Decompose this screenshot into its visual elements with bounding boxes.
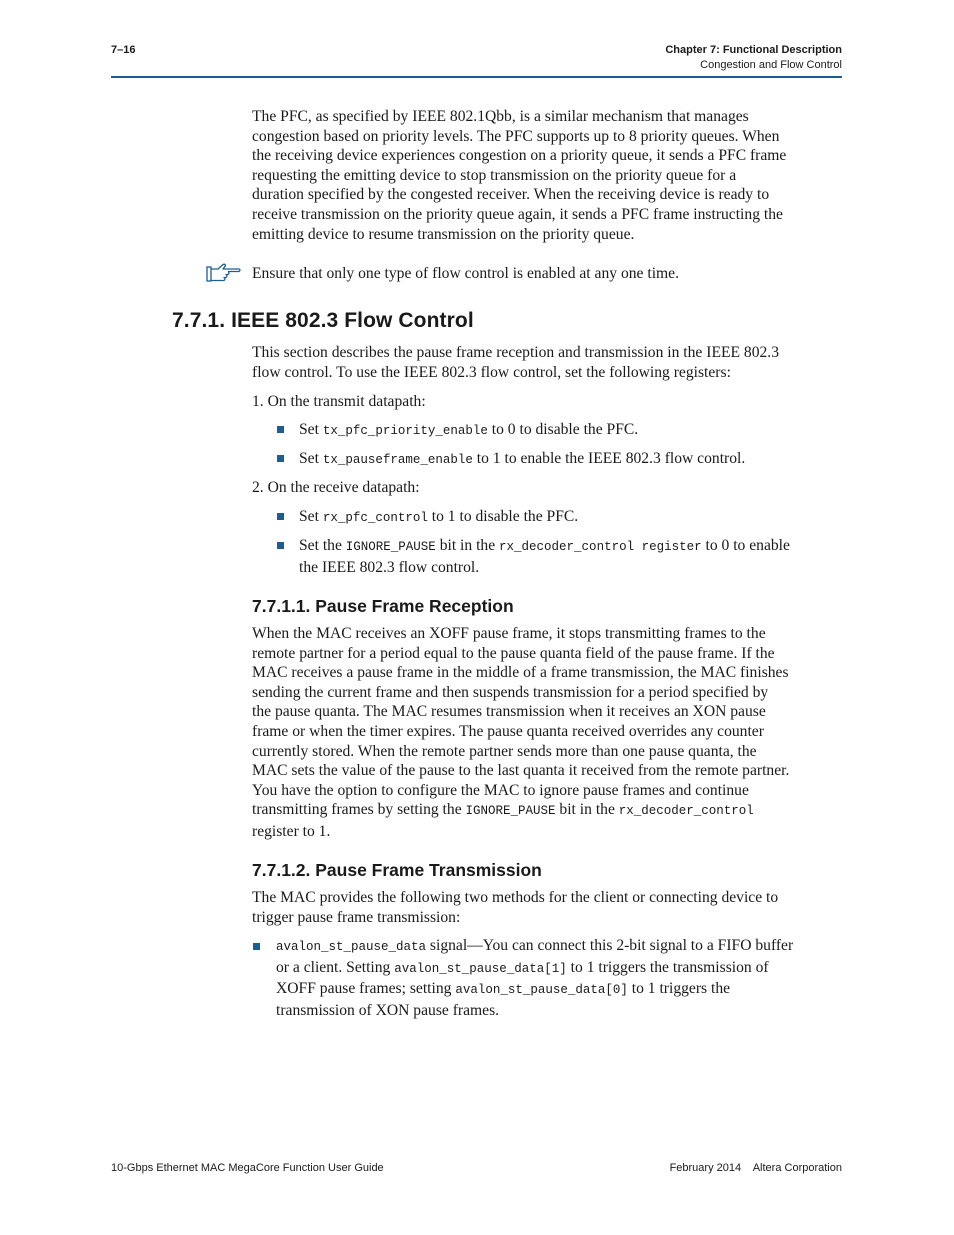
intro-paragraph: [252, 107, 842, 244]
subsection-heading-reception: 7.7.1.1. Pause Frame Reception: [252, 596, 514, 616]
list-item: Set rx_pfc_control to 1 to disable the PFC.: [299, 508, 579, 525]
transmission-paragraph: [252, 888, 842, 927]
text-line: sending the current frame and then suspends transmission for a period specified by: [252, 683, 769, 701]
bullet-icon: [277, 513, 284, 520]
bullet-icon: [253, 943, 260, 950]
bullet-icon: [277, 542, 284, 549]
list-item: Set tx_pfc_priority_enable to 0 to disable the PFC.: [299, 421, 639, 438]
header-rule: [111, 76, 842, 78]
text-line: trigger pause frame transmission:: [252, 908, 461, 926]
text-line: flow control. To use the IEEE 802.3 flow control, set the following registers:: [252, 363, 731, 381]
text-line: The MAC provides the following two methods for the client or connecting device to: [252, 889, 779, 906]
bullet-icon: [277, 455, 284, 462]
text-line: receive transmission on the priority queue again, it sends a PFC frame instructing the: [252, 205, 783, 223]
text-line: MAC sets the value of the pause to the last quanta it received from the remote partner.: [252, 762, 790, 780]
text-line: When the MAC receives an XOFF pause frame, it stops transmitting frames to the: [252, 625, 766, 642]
step-2: 2. On the receive datapath:: [252, 479, 420, 496]
note-text: Ensure that only one type of flow control is enabled at any one time.: [252, 265, 679, 282]
text-line: MAC receives a pause frame in the middle of a frame transmission, the MAC finishes: [252, 664, 789, 682]
step-1: 1. On the transmit datapath:: [252, 393, 426, 410]
chapter-title: Chapter 7: Functional Description: [665, 44, 842, 56]
list-item: Set tx_pauseframe_enable to 1 to enable the IEEE 802.3 flow control.: [299, 450, 746, 467]
text-line: You have the option to configure the MAC to ignore pause frames and continue: [252, 781, 749, 799]
text-line: remote partner for a period equal to the pause quanta field of the pause frame. If the: [252, 644, 775, 662]
text-line: This section describes the pause frame reception and transmission in the IEEE 802.3: [252, 344, 780, 361]
text-line: transmitting frames by setting the IGNORE_PAUSE bit in the rx_decoder_control: [252, 801, 754, 819]
bullet-icon: [277, 426, 284, 433]
pointing-hand-icon: [206, 263, 242, 288]
subsection-heading-transmission: 7.7.1.2. Pause Frame Transmission: [252, 860, 542, 880]
text-line: register to 1.: [252, 822, 331, 840]
list-item: avalon_st_pause_data signal—You can connect this 2-bit signal to a FIFO buffer or a client. Setting avalon_st_pause_data[1] to 1 triggers the transmission of XOFF pause frames; setting avalon_st_pause_data[0] to 1 triggers the transmission of XON pause frames.: [276, 937, 794, 1019]
section-title: Congestion and Flow Control: [700, 59, 842, 71]
text-line: emitting device to resume transmission on the priority queue.: [252, 225, 635, 243]
text-line: frame or when the timer expires. The pause quanta received overrides any counter: [252, 722, 764, 740]
text-line: The PFC, as specified by IEEE 802.1Qbb, is a similar mechanism that manages: [252, 108, 749, 125]
text-line: duration specified by the congested receiver. When the receiving device is ready to: [252, 186, 770, 204]
page-number: 7–16: [111, 44, 136, 56]
text-line: requesting the emitting device to stop transmission on the priority queue for a: [252, 166, 737, 184]
list-item: Set the IGNORE_PAUSE bit in the rx_decoder_control register to 0 to enable the IEEE 802.3 flow control.: [299, 537, 790, 576]
text-line: congestion based on priority levels. The PFC supports up to 8 priority queues. When: [252, 127, 780, 145]
text-line: the receiving device experiences congestion on a priority queue, it sends a PFC frame: [252, 147, 787, 165]
reception-paragraph: [252, 624, 842, 842]
section-heading: 7.7.1. IEEE 802.3 Flow Control: [172, 309, 474, 332]
text-line: currently stored. When the remote partner sends more than one pause quanta, the: [252, 742, 757, 760]
text-line: the pause quanta. The MAC resumes transmission when it receives an XON pause: [252, 703, 766, 721]
section-intro: [252, 343, 842, 382]
footer-title: 10-Gbps Ethernet MAC MegaCore Function User Guide: [111, 1162, 384, 1174]
footer-date-company: February 2014 Altera Corporation: [669, 1162, 842, 1174]
